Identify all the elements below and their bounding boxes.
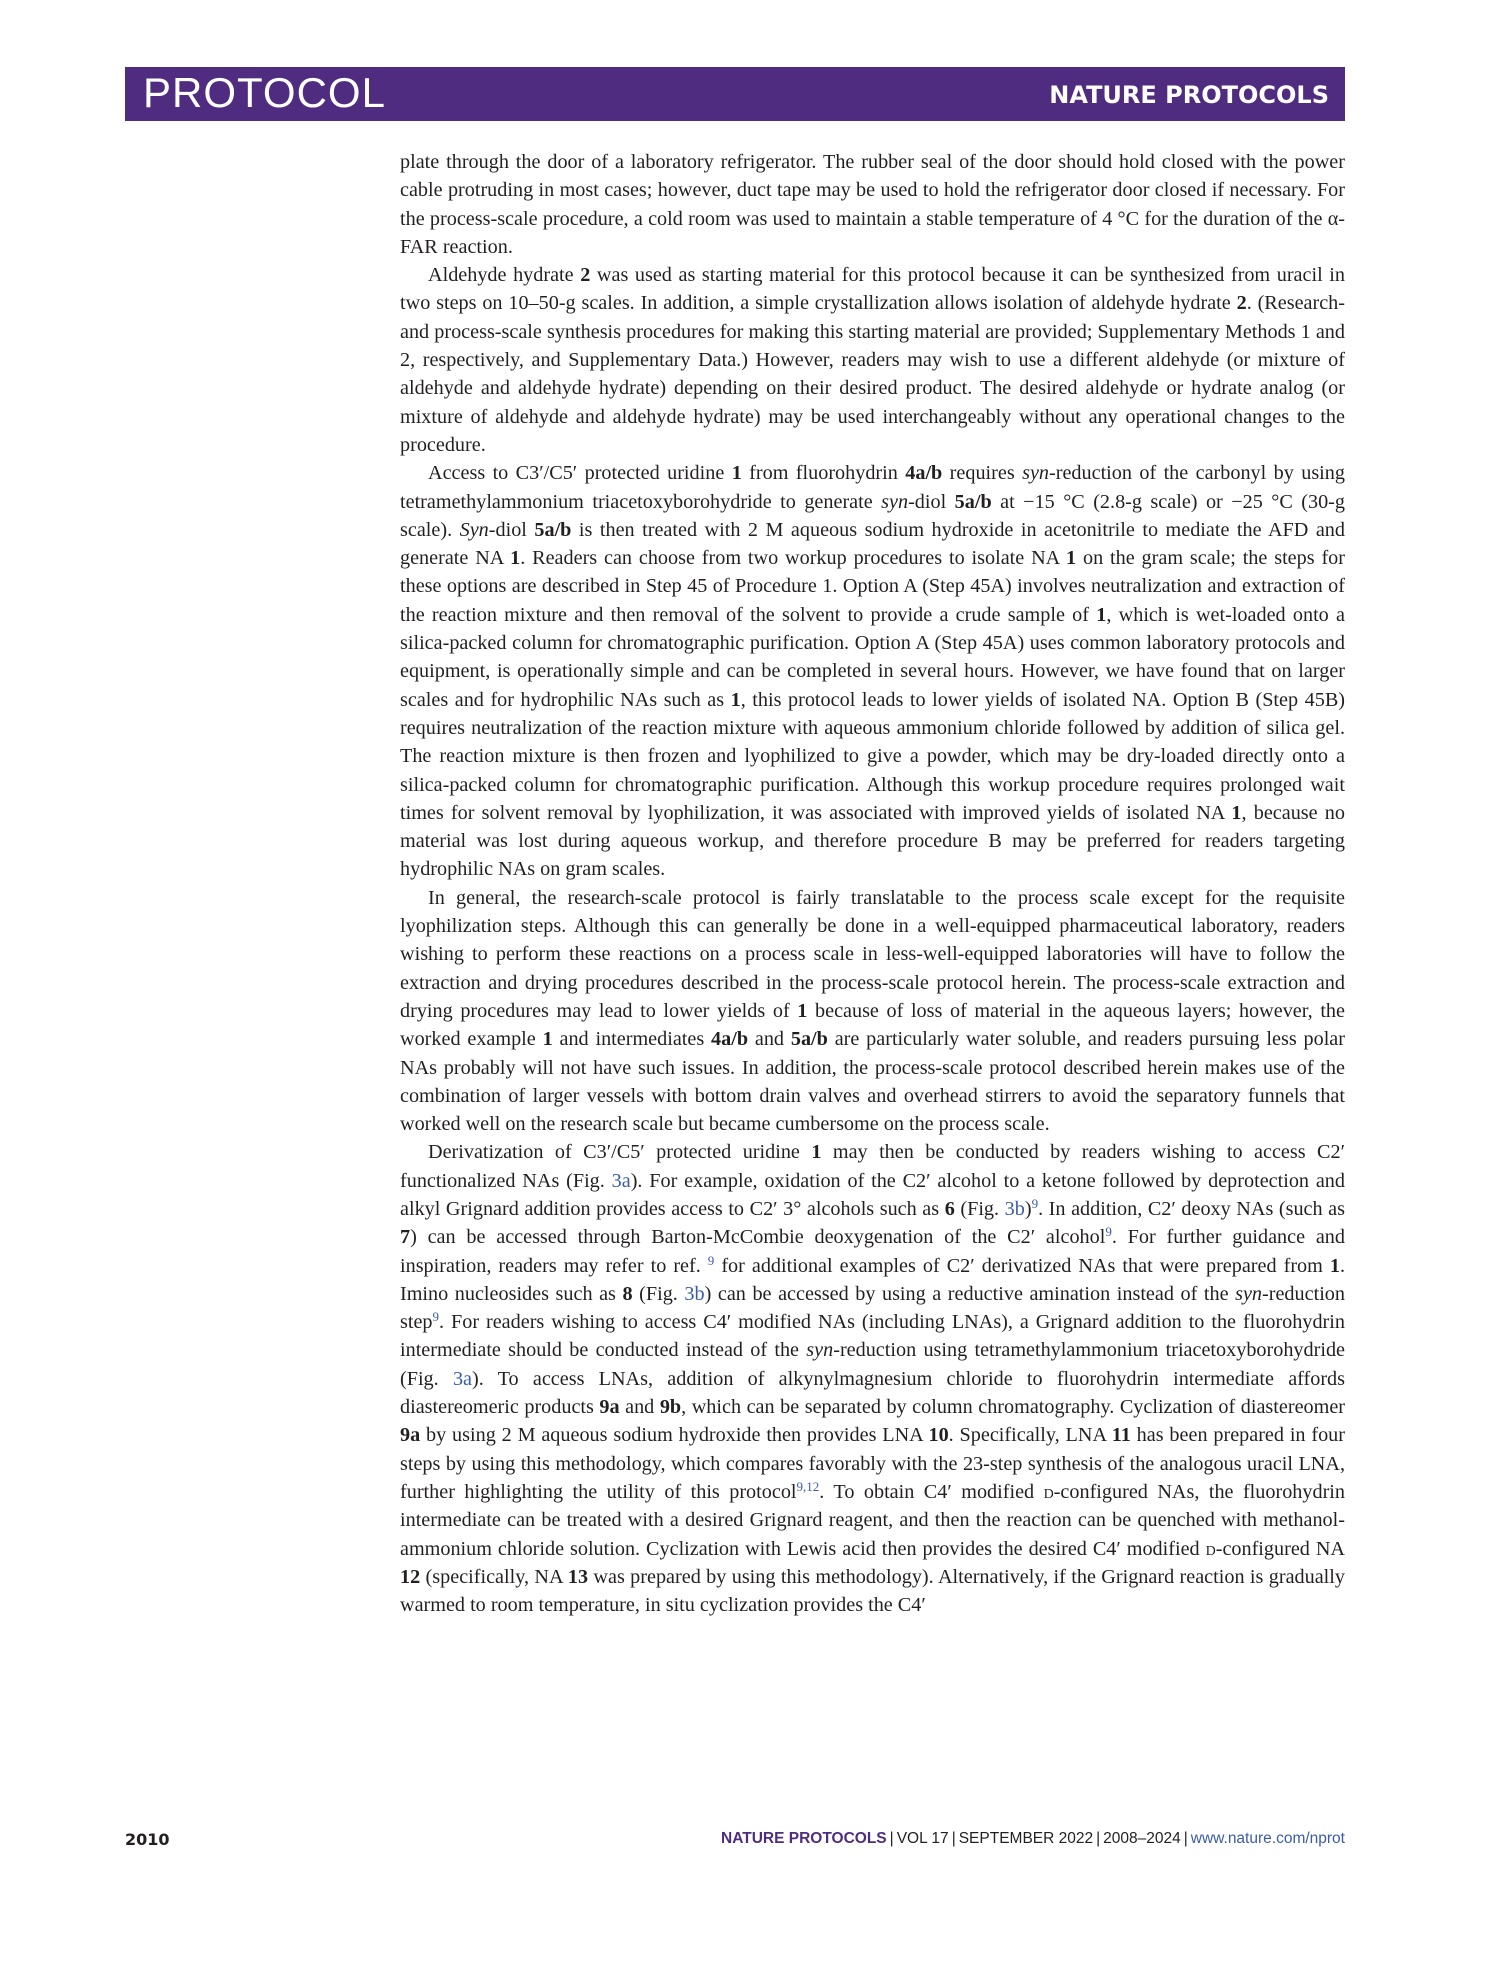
paragraph: plate through the door of a laboratory refrigerator. The rubber seal of the door should hold closed with the power cable protruding in most cases; however, duct tape may be used to hold the refrigerator door closed if necessary. For the process-scale procedure, a cold room was used to maintain a stable temperature of 4 °C for the duration of the α-FAR reaction. — [400, 151, 1345, 258]
paragraph: Derivatization of C3′/C5′ protected uridine 1 may then be conducted by readers wishing to access C2′ functionalized NAs (Fig. 3a). For example, oxidation of the C2′ alcohol to a ketone followed by deprotection and alkyl Grignard addition provides access to C2′ 3° alcohols such as 6 (Fig. 3b)$^9$. In addition, C2′ deoxy NAs (such as 7) can be accessed through Barton-McCombie deoxygenation of the C2′ alcohol$^9$. For further guidance and inspiration, readers may refer to ref. $^9$ for additional examples of C2′ derivatized NAs that were prepared from 1. Imino nucleosides such as 8 (Fig. 3b) can be accessed by using a reductive amination instead of the syn-reduction step$^9$. For readers wishing to access C4′ modified NAs (including LNAs), a Grignard addition to the fluorohydrin intermediate should be conducted instead of the syn-reduction using tetramethylammonium triacetoxyborohydride (Fig. 3a). To access LNAs, addition of alkynylmagnesium chloride to fluorohydrin intermediate affords diastereomeric products 9a and 9b, which can be separated by column chromatography. Cyclization of diastereomer 9a by using 2 M aqueous sodium hydroxide then provides LNA 10. Specifically, LNA 11 has been prepared in four steps by using this methodology, which compares favorably with the 23-step synthesis of the analogous uracil LNA, further highlighting the utility of this protocol$^{9,12}$. To obtain C4′ modified d-configured NAs, the fluorohydrin intermediate can be treated with a desired Grignard reagent, and then the reaction can be quenched with methanol-ammonium chloride solution. Cyclization with Lewis acid then provides the desired C4′ modified d-configured NA 12 (specifically, NA 13 was prepared by using this methodology). Alternatively, if the Grignard reaction is gradually warmed to room temperature, in situ cyclization provides the C4′ — [400, 1141, 1346, 1617]
footer-url-link[interactable]: www.nature.com/nprot — [1190, 1830, 1345, 1847]
paragraph: Aldehyde hydrate 2 was used as starting material for this protocol because it can be synthesized from uracil in two steps on 10–50-g scales. In addition, a simple crystallization allows isolation of aldehyde hydrate 2. (Research- and process-scale synthesis procedures for making this starting material are provided; Supplementary Methods 1 and 2, respectively, and Supplementary Data.) However, readers may wish to use a different aldehyde (or mixture of aldehyde and aldehyde hydrate) depending on their desired product. The desired aldehyde or hydrate analog (or mixture of aldehyde and aldehyde hydrate) may be used interchangeably without any operational changes to the procedure. — [400, 264, 1345, 456]
footer-date: SEPTEMBER 2022 — [958, 1830, 1094, 1847]
footer-volume: VOL 17 — [896, 1830, 949, 1847]
header-banner — [125, 67, 1345, 121]
footer-pages: 2008–2024 — [1103, 1830, 1181, 1847]
page-number: 2010 — [125, 1830, 170, 1849]
article-body — [400, 148, 1345, 1619]
footer-citation: NATURE PROTOCOLS | VOL 17 | SEPTEMBER 2022 | 2008–2024 | www.nature.com/nprot — [721, 1830, 1345, 1847]
section-label: PROTOCOL — [143, 69, 386, 116]
paragraph: In general, the research-scale protocol is fairly translatable to the process scale except for the requisite lyophilization steps. Although this can generally be done in a well-equipped pharmaceutical laboratory, readers wishing to perform these reactions on a process scale in less-well-equipped laboratories will have to follow the extraction and drying procedures described in the process-scale protocol herein. The process-scale extraction and drying procedures may lead to lower yields of 1 because of loss of material in the aqueous layers; however, the worked example 1 and intermediates 4a/b and 5a/b are particularly water soluble, and readers pursuing less polar NAs probably will not have such issues. In addition, the process-scale protocol described herein makes use of the combination of larger vessels with bottom drain valves and overhead stirrers to avoid the separatory funnels that worked well on the research scale but became cumbersome on the process scale. — [400, 886, 1345, 1136]
journal-name: NATURE PROTOCOLS — [1049, 81, 1329, 109]
footer-journal: NATURE PROTOCOLS — [721, 1830, 887, 1847]
paragraph: Access to C3′/C5′ protected uridine 1 from fluorohydrin 4a/b requires syn-reduction of the carbonyl by using tetramethylammonium triacetoxyborohydride to generate syn-diol 5a/b at −15 °C (2.8-g scale) or −25 °C (30-g scale). Syn-diol 5a/b is then treated with 2 M aqueous sodium hydroxide in acetonitrile to mediate the AFD and generate NA 1. Readers can choose from two workup procedures to isolate NA 1 on the gram scale; the steps for these options are described in Step 45 of Procedure 1. Option A (Step 45A) involves neutralization and extraction of the reaction mixture and then removal of the solvent to provide a crude sample of 1, which is wet-loaded onto a silica-packed column for chromatographic purification. Option A (Step 45A) uses common laboratory protocols and equipment, is operationally simple and can be completed in several hours. However, we have found that on larger scales and for hydrophilic NAs such as 1, this protocol leads to lower yields of isolated NA. Option B (Step 45B) requires neutralization of the reaction mixture with aqueous ammonium chloride followed by addition of silica gel. The reaction mixture is then frozen and lyophilized to give a powder, which may be dry-loaded directly onto a silica-packed column for chromatographic purification. Although this workup procedure requires prolonged wait times for solvent removal by lyophilization, it was associated with improved yields of isolated NA 1, because no material was lost during aqueous workup, and therefore procedure B may be preferred for readers targeting hydrophilic NAs on gram scales. — [400, 462, 1346, 881]
